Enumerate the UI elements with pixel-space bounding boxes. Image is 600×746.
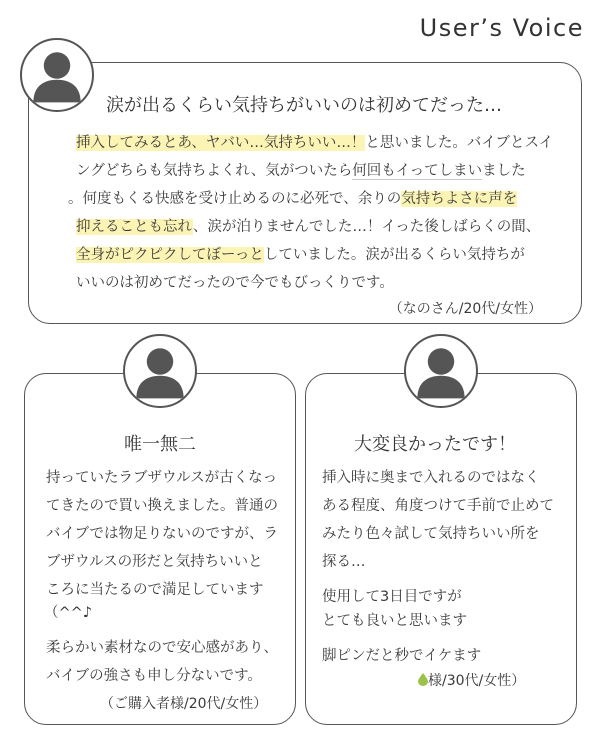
text: 、涙が泊りませんでした…！イった後しばらくの間、 xyxy=(192,219,541,235)
review-1-line: いいのは初めてだったので今でもびっくりです。 xyxy=(76,275,394,291)
text: していました。涙が出るくらい気持ちが xyxy=(263,247,525,263)
text: 。何度もくる快感を受け止めるのに必死で、余りの xyxy=(68,191,402,207)
signature-text: 様/30代/女性） xyxy=(428,673,526,689)
review-3-line: ある程度、角度つけて手前で止めて xyxy=(322,498,554,514)
text: と思いました。バイブとスイ xyxy=(365,135,554,151)
review-2-line: バイブでは物足りないのですが、ラ xyxy=(46,526,278,542)
review-2-line: 柔らかい素材なので安心感があり、 xyxy=(46,640,278,656)
review-2-line: ころに当たるので満足しています xyxy=(46,582,264,598)
review-1-line xyxy=(76,131,553,152)
review-1-line xyxy=(68,187,517,208)
user-avatar-icon xyxy=(123,334,197,408)
highlight: 気持ちよさに声を xyxy=(401,191,518,207)
highlight: 挿入してみるとあ、ヤバい…気持ちいい…！ xyxy=(76,135,366,151)
user-avatar-icon xyxy=(20,38,94,112)
highlight: 抑えることも忘れ xyxy=(76,219,193,235)
review-2-title: 唯一無二 xyxy=(124,434,196,455)
text: ました xyxy=(482,163,526,179)
review-2-line: てきたので買い換えました。普通の xyxy=(46,498,278,514)
review-1-signature: （なのさん/20代/女性） xyxy=(388,301,542,317)
review-2-line: 持っていたラブザウルスが古くなっ xyxy=(46,470,278,486)
green-drop-icon xyxy=(418,673,428,686)
review-3-line: 挿入時に奥まで入れるのではなく xyxy=(322,470,540,486)
review-3-line: 探る… xyxy=(322,554,366,570)
review-2-line: バイブの強さも申し分ないです。 xyxy=(46,668,262,684)
review-3-title: 大変良かったです！ xyxy=(354,434,516,455)
review-3-signature xyxy=(418,670,525,690)
review-1-line xyxy=(76,159,526,180)
underline: 何回もイってしまい xyxy=(352,163,483,179)
review-2-line: （^^♪ xyxy=(44,605,93,621)
highlight: 全身がピクピクしてぼーっと xyxy=(76,247,264,263)
review-3-line: とても良いと思います xyxy=(322,613,467,629)
user-avatar-icon xyxy=(404,334,478,408)
review-1-line xyxy=(76,243,525,264)
text: ングどちらも気持ちよくれ、気がついたら xyxy=(76,163,353,179)
review-1-title: 涙が出るくらい気持ちがいいのは初めてだった… xyxy=(106,95,502,116)
review-1-line xyxy=(76,215,540,236)
review-2-signature: （ご購入者様/20代/女性） xyxy=(100,696,268,712)
review-2-line: ブザウルスの形だと気持ちいいと xyxy=(46,554,263,570)
review-3-line: 使用して3日目ですが xyxy=(322,589,462,605)
review-3-line: 脚ピンだと秒でイケます xyxy=(322,648,482,664)
review-3-line: みたり色々試して気持ちいい所を xyxy=(322,526,540,542)
section-heading: User’s Voice xyxy=(419,14,584,42)
